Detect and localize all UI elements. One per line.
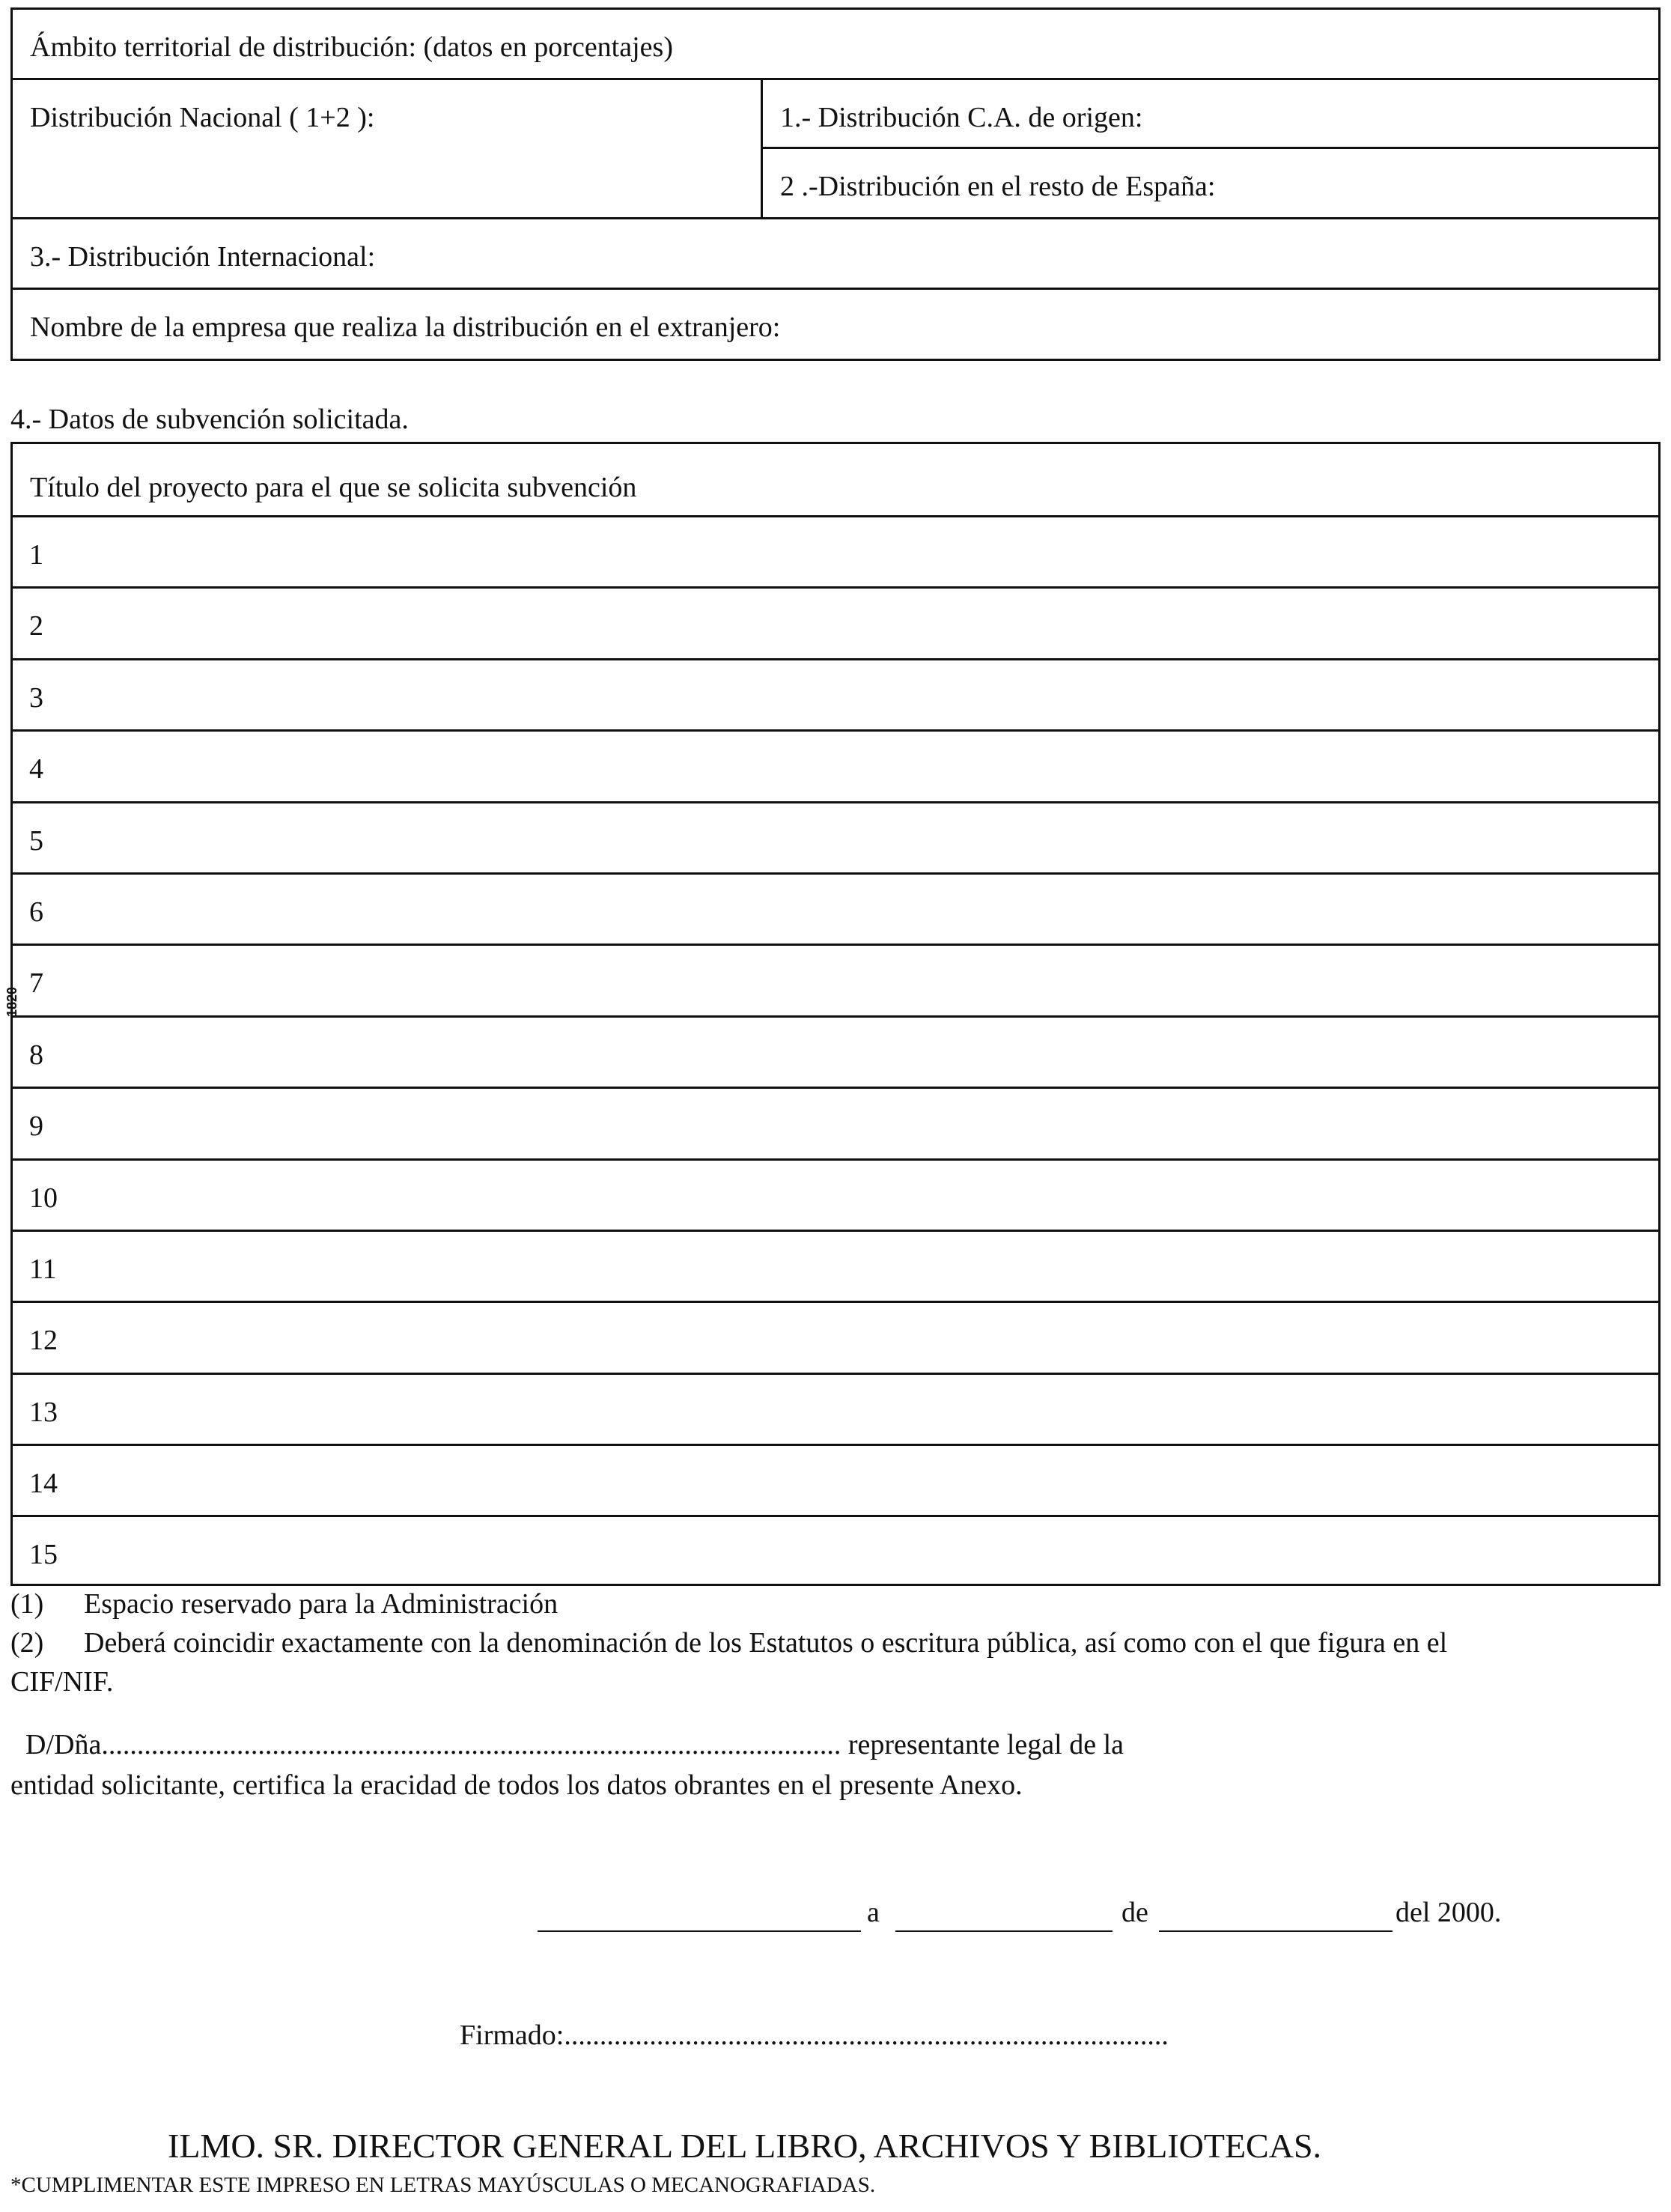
row-number: 11 xyxy=(29,1253,57,1285)
row-number: 13 xyxy=(29,1396,58,1428)
table-row[interactable] xyxy=(10,586,1661,657)
table-row[interactable] xyxy=(10,1373,1661,1444)
certification-line-2: entidad solicitante, certifica la eracidad de todos los datos obrantes en el presente Anexo. xyxy=(10,1769,1023,1801)
subvencion-heading: 4.- Datos de subvención solicitada. xyxy=(10,404,409,435)
ca-origen-label: 1.- Distribución C.A. de origen: xyxy=(780,102,1143,133)
certification-line-1 xyxy=(25,1727,1124,1763)
table-row[interactable] xyxy=(10,658,1661,729)
divider xyxy=(10,288,1661,290)
row-number: 10 xyxy=(29,1182,58,1214)
internacional-label: 3.- Distribución Internacional: xyxy=(30,241,376,273)
date-de-label: de xyxy=(1121,1897,1148,1928)
subvencion-rows xyxy=(10,515,1661,1587)
table-row[interactable] xyxy=(10,1515,1661,1586)
table-row[interactable] xyxy=(10,729,1661,800)
margin-mark: 1820 xyxy=(4,986,19,1017)
divider xyxy=(762,147,1661,149)
table-row[interactable] xyxy=(10,1230,1661,1301)
addressee: ILMO. SR. DIRECTOR GENERAL DEL LIBRO, ARCHIVOS Y BIBLIOTECAS. xyxy=(168,2127,1322,2165)
place-blank xyxy=(538,1930,861,1932)
subvencion-table-header: Título del proyecto para el que se solicita subvención xyxy=(30,472,637,503)
footnote-2-marker: (2) xyxy=(10,1627,44,1659)
table-row[interactable] xyxy=(10,1158,1661,1230)
divider xyxy=(10,78,1661,80)
footnote-1-text: Espacio reservado para la Administración xyxy=(84,1588,558,1620)
divider xyxy=(10,217,1661,219)
row-number: 7 xyxy=(29,967,43,1000)
row-number: 3 xyxy=(29,681,43,714)
row-number: 2 xyxy=(29,610,43,642)
row-number: 15 xyxy=(29,1539,58,1571)
table-row[interactable] xyxy=(10,1301,1661,1372)
table-row[interactable] xyxy=(10,872,1661,944)
resto-espana-label: 2 .-Distribución en el resto de España: xyxy=(780,171,1216,202)
day-blank xyxy=(895,1930,1113,1932)
row-number: 12 xyxy=(29,1325,58,1357)
table-row[interactable] xyxy=(10,515,1661,586)
month-blank xyxy=(1159,1930,1392,1932)
date-a-label: a xyxy=(867,1897,880,1928)
table-row[interactable] xyxy=(10,1087,1661,1158)
footnote-2-text-continued: CIF/NIF. xyxy=(10,1666,114,1698)
footnote-2-text: Deberá coincidir exactamente con la denominación de los Estatutos o escritura pública, así como con el que figura en el xyxy=(84,1627,1448,1659)
nacional-label: Distribución Nacional ( 1+2 ): xyxy=(30,102,375,133)
dna-label: D/Dña xyxy=(25,1729,102,1760)
distribution-title: Ámbito territorial de distribución: (datos en porcentajes) xyxy=(30,31,673,63)
row-number: 14 xyxy=(29,1468,58,1500)
table-row[interactable] xyxy=(10,1444,1661,1515)
signature-line xyxy=(460,2017,1169,2054)
empresa-extranjero-label: Nombre de la empresa que realiza la distribución en el extranjero: xyxy=(30,312,781,343)
table-row[interactable] xyxy=(10,801,1661,872)
dna-dotted-field: ........................................................................................................ xyxy=(101,1729,841,1760)
date-year-label: del 2000. xyxy=(1395,1897,1502,1928)
row-number: 9 xyxy=(29,1110,43,1143)
row-number: 4 xyxy=(29,753,43,786)
table-row[interactable] xyxy=(10,1015,1661,1087)
row-number: 1 xyxy=(29,539,43,571)
row-number: 8 xyxy=(29,1039,43,1071)
signature-dotted-field: ..................................................................................... xyxy=(564,2020,1169,2051)
table-row[interactable] xyxy=(10,944,1661,1015)
instructions-note: *CUMPLIMENTAR ESTE IMPRESO EN LETRAS MAYÚSCULAS O MECANOGRAFIADAS. xyxy=(10,2173,876,2197)
footnote-1-marker: (1) xyxy=(10,1588,44,1620)
row-number: 6 xyxy=(29,896,43,928)
firmado-label: Firmado: xyxy=(460,2020,564,2051)
divider xyxy=(761,78,763,218)
row-number: 5 xyxy=(29,824,43,857)
representante-label: representante legal de la xyxy=(847,1729,1124,1760)
